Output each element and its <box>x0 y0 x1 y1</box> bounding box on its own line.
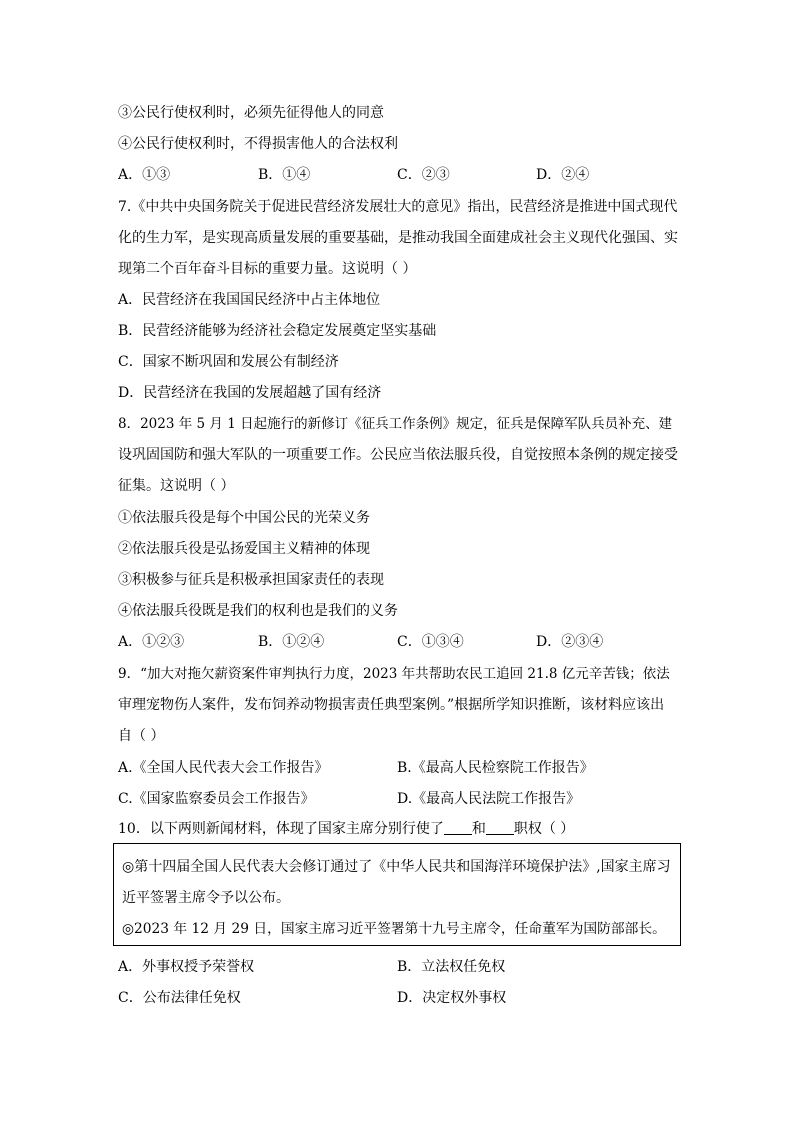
q10-stem-part-2: 和 <box>471 821 486 837</box>
q9-option-b[interactable]: B.《最高人民检察院工作报告》 <box>397 760 594 776</box>
q9-option-d[interactable]: D.《最高人民法院工作报告》 <box>397 791 581 807</box>
q6-option-b[interactable]: B．①④ <box>258 167 311 183</box>
q10-news-material-box <box>113 843 681 946</box>
q8-statement-1: ①依法服兵役是每个中国公民的光荣义务 <box>118 510 370 526</box>
q10-option-d[interactable]: D．决定权外事权 <box>397 990 507 1006</box>
q8-option-a[interactable]: A．①②③ <box>118 634 185 650</box>
q6-statement-4: ④公民行使权利时，不得损害他人的合法权利 <box>118 136 398 152</box>
q6-option-a[interactable]: A．①③ <box>118 167 171 183</box>
q6-option-c[interactable]: C．②③ <box>397 167 450 183</box>
q7-stem-line-2: 化的生力军，是实现高质量发展的重要基础，是推动我国全面建成社会主义现代化强国、实 <box>118 230 678 246</box>
q10-stem-part-1: 10．以下两则新闻材料，体现了国家主席分别行使了 <box>118 821 444 837</box>
q8-option-b[interactable]: B．①②④ <box>258 634 325 650</box>
q6-option-d[interactable]: D．②④ <box>536 167 590 183</box>
q9-stem-line-1: 9．“加大对拖欠薪资案件审判执行力度，2023 年共帮助农民工追回 21.8 亿元辛苦钱；依法 <box>118 666 670 682</box>
q8-stem-line-3: 征集。这说明（ ） <box>118 478 235 494</box>
q8-stem-line-1: 8．2023 年 5 月 1 日起施行的新修订《征兵工作条例》规定，征兵是保障军队兵员补充、建 <box>118 416 673 432</box>
q8-statement-2: ②依法服兵役是弘扬爱国主义精神的体现 <box>118 541 370 557</box>
q9-stem-line-2: 审理宠物伤人案件，发布饲养动物损害责任典型案例。”根据所学知识推断，该材料应该出 <box>118 697 665 713</box>
q10-option-a[interactable]: A．外事权授予荣誉权 <box>118 959 255 975</box>
q10-news-line-1: ◎第十四届全国人民代表大会修订通过了《中华人民共和国海洋环境保护法》,国家主席习 <box>122 859 671 875</box>
q7-option-a[interactable]: A．民营经济在我国国民经济中占主体地位 <box>118 292 381 308</box>
q8-statement-4: ④依法服兵役既是我们的权利也是我们的义务 <box>118 603 398 619</box>
q8-option-c[interactable]: C．①③④ <box>397 634 464 650</box>
q7-stem-line-3: 现第二个百年奋斗目标的重要力量。这说明（ ） <box>118 261 417 277</box>
q8-stem-line-2: 设巩固国防和强大军队的一项重要工作。公民应当依法服兵役，自觉按照本条例的规定接受 <box>118 447 678 463</box>
q9-stem-line-3: 自（ ） <box>118 728 165 744</box>
q10-option-b[interactable]: B．立法权任免权 <box>397 959 506 975</box>
q7-option-b[interactable]: B．民营经济能够为经济社会稳定发展奠定坚实基础 <box>118 323 437 339</box>
q10-news-line-3: ◎2023 年 12 月 29 日，国家主席习近平签署第十九号主席令，任命董军为国防部部长。 <box>122 921 666 937</box>
q8-statement-3: ③积极参与征兵是积极承担国家责任的表现 <box>118 572 384 588</box>
q10-stem <box>118 820 678 838</box>
q10-option-c[interactable]: C．公布法律任免权 <box>118 990 241 1006</box>
q10-news-line-2: 近平签署主席令予以公布。 <box>122 890 290 906</box>
q9-option-a[interactable]: A.《全国人民代表大会工作报告》 <box>118 760 329 776</box>
q10-blank-2 <box>486 820 514 835</box>
q10-blank-1 <box>444 820 472 835</box>
q9-option-c[interactable]: C.《国家监察委员会工作报告》 <box>118 791 315 807</box>
q7-option-c[interactable]: C．国家不断巩固和发展公有制经济 <box>118 354 339 370</box>
q7-option-d[interactable]: D．民营经济在我国的发展超越了国有经济 <box>118 385 382 401</box>
q7-stem-line-1: 7.《中共中央国务院关于促进民营经济发展壮大的意见》指出，民营经济是推进中国式现代 <box>118 199 678 215</box>
q6-statement-3: ③公民行使权利时，必须先征得他人的同意 <box>118 105 384 121</box>
q8-option-d[interactable]: D．②③④ <box>536 634 604 650</box>
q10-stem-part-3: 职权（ ） <box>513 821 575 837</box>
